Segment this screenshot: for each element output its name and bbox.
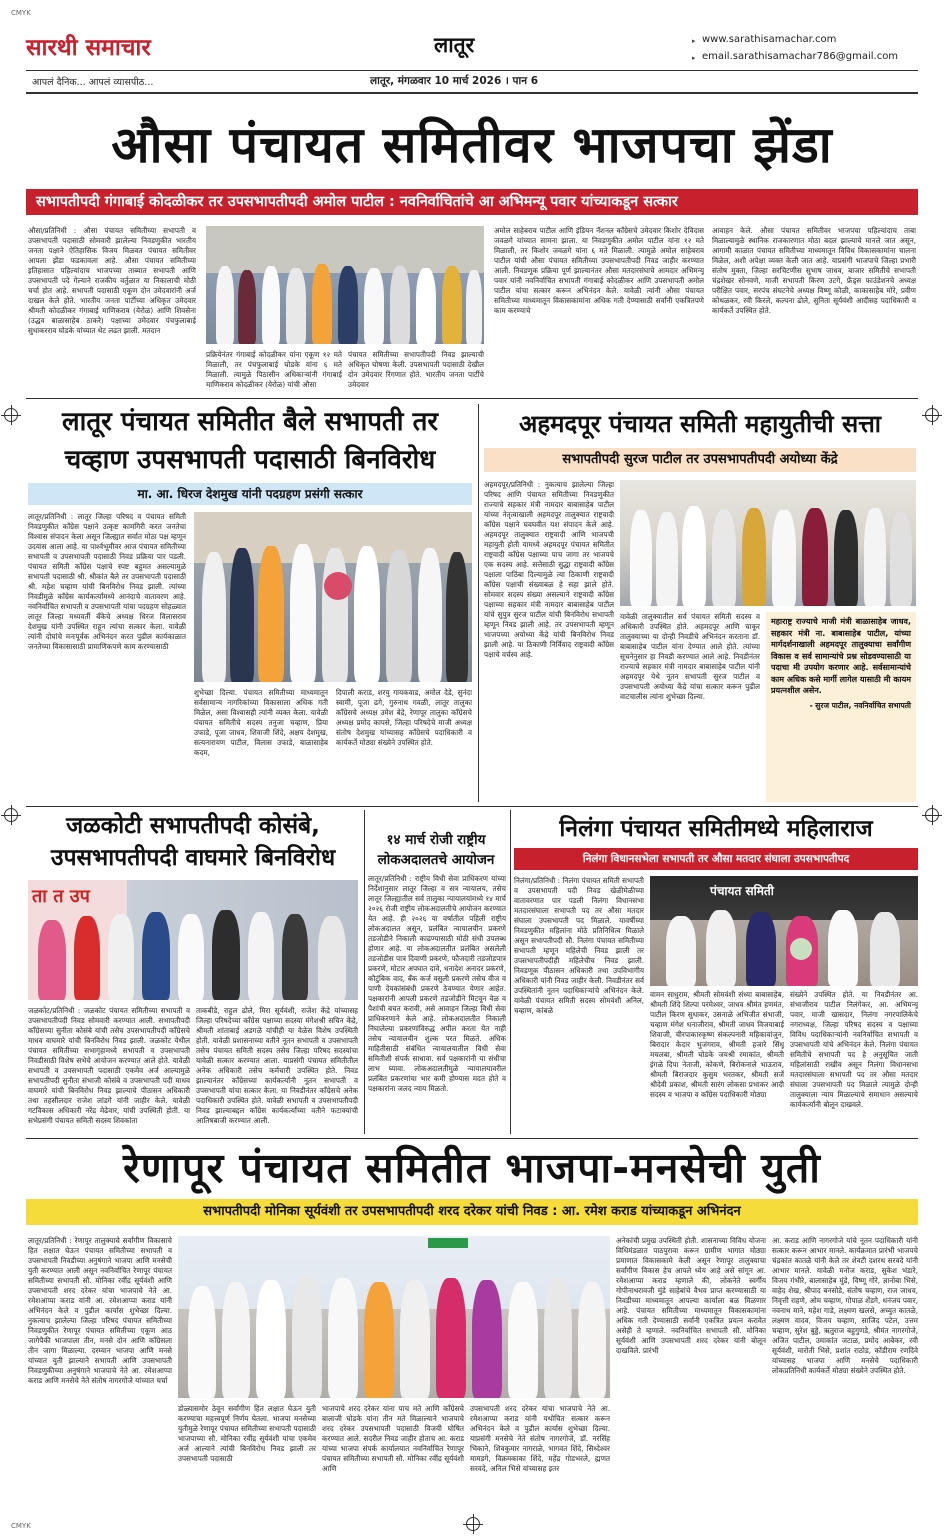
registration-mark-right-2 [925, 808, 939, 822]
story3-quote-attribution: - सुरज पाटील, नवनिर्वाचित सभापती [809, 700, 911, 710]
story7-subhead: सभापतीपदी मोनिका सूर्यवंशी तर उपसभापतीपदी शरद दरेकर यांची निवड : आ. रमेश कराड यांच्याकडून अभिनंदन [26, 1199, 918, 1225]
story1-col4: अमोल साहेबराव पाटील आणि इंडियन नॅशनल काँग्रेसचे उमेदवार किशोर देविदास जवळगे यांच्यात सामना झाला. या निवडणुकीत अमोल पाटील यांना १२ मते मिळाली, तर किशोर जवळगे यांना ६ मते मिळाली. त्यामुळे अमोल साहेबराव पाटील यांची औसा पंचायत समितीच्या उपसभापतीपदी निवड जाहीर करण्यात आली. निवडणूक प्रक्रिया पूर्ण झाल्यानंतर औसा मतदारसंघाचे आमदार अभिमन्यू पवार यांनी नवनिर्वाचित सभापती गंगाबाई कोदळीकर आणि उपसभापती अमोल पाटील यांचा सत्कार करून अभिनंदन केले. यावेळी त्यांनी औसा पंचायत समितीच्या माध्यमातून विकासकामांना अधिक गती देण्यासाठी सर्वांनी एकत्रितपणे काम करण्याचे [494, 226, 704, 315]
registration-mark-left-2 [4, 808, 18, 822]
story6-headline: निलंगा पंचायत समितीमध्ये महिलाराज [559, 816, 873, 842]
email-address: email.sarathisamachar786@gmail.com [702, 51, 899, 62]
vertical-divider-3 [510, 810, 511, 1134]
story7-photo-caption: डोळ्यासमोर ठेवून सर्वांगीण हित लक्षात घेऊन युती करण्याचा महत्त्वपूर्ण निर्णय घेतला. भाजपा मनसेच्या युतीमुळे रेणापूर पंचायत समितीच्या सभापती पदासाठी भाजपाच्या सौ. मोनिका रवींद्र सूर्यवंशी यांचा एकमेव अर्ज आल्याने त्यांची बिनविरोध निवड झाली तर उपसभापती पदासाठी [178, 1404, 316, 1463]
story7-col4: उपसभापती शरद दरेकर यांचा भाजपाचे नेते आ. रमेशआप्पा कराड यांनी यथोचित सत्कार करून अभिनंदन केले व पुढील कार्यास शुभेच्छा दिल्या. याप्रसंगी मनसेचे नेते संतोष नागरगोजे, डॉ. नरसिंह भिकाने, शिवकुमार नागराळे, भागवत शिंदे, सिध्देश्वर मामडगे, विक्रमकाका शिंदे, महेंद्र गोडभरले, ह्मणत सरवदे, अनिल भिसे यांच्यासह इतर [470, 1404, 610, 1473]
story7-headline: रेणापूर पंचायत समितीत भाजपा-मनसेची युती [123, 1144, 821, 1192]
divider-2 [26, 806, 918, 807]
masthead-rule-bottom [26, 92, 918, 94]
registration-mark-right-1 [925, 408, 939, 422]
cmyk-mark-bottom: CMYK [11, 1522, 31, 1530]
story7-photo [178, 1236, 610, 1398]
story1-col1: औसा/प्रतिनिधी : औसा पंचायत समितीच्या सभापती व उपसभापती पदासाठी सोमवारी झालेल्या निवडणुकीत भारतीय जनता पक्षाने ऐतिहासिक विजय मिळवत पंचायत समितीवर आपला झेंडा फडकावला आहे. औसा पंचायत समितीच्या इतिहासात पहिल्यांदाच भाजपच्या ताब्यात सभापती आणि उपसभापती पदे गेल्याने राजकीय वर्तुळात या निकालाची मोठी चर्चा होत आहे. सभापती पदासाठी एकूण दोन उमेदवारांनी अर्ज दाखल केले होते. भारतीय जनता पार्टीच्या अधिकृत उमेदवार श्रीमती कोदळीकर गंगाबाई माणिकराव (येरोळ) आणि शिवसेना (उद्धव बाळासाहेब ठाकरे) पक्षाच्या उमेदवार पंचफुलाबाई सुधाकरराव घोडके यांच्यात थेट लढत झाली. मतदान [28, 226, 196, 335]
story1-photo [206, 226, 484, 344]
cmyk-mark-top: CMYK [11, 9, 31, 17]
story2-col1: लातूर/प्रतिनिधी : लातूर जिल्हा परिषद व पंचायत समिती निवडणुकीत काँग्रेस पक्षाने उत्कृष्ट कामगिरी करत जनतेचा विश्वास संपादन केला असून जिल्ह्यात सर्वात मोठा पक्ष म्हणून उदयास आला आहे. या पार्श्वभूमीवर आज पंचायत समितीच्या सभापती व उपसभापती पदासाठी निवड प्रक्रिया पार पडली. पंचायत समिती काँग्रेस पक्षाचे स्पष्ट बहुमत असल्यामुळे सभापती पदासाठी श्री. श्रीकांत बैले तर उपसभापती पदासाठी श्री. महेश चव्हाण यांची बिनविरोध निवड झाली. त्यांच्या निवडीमुळे काँग्रेस कार्यकर्त्यांमध्ये आनंदाचे वातावरण आहे. नवनिर्वाचित सभापती व उपसभापती यांचा पदग्रहण सोहळ्यात लातूर जिल्हा मध्यवर्ती बँकेचे अध्यक्ष धिरज विलासराव देशमुख यांनी उपस्थित राहून त्यांचा सत्कार केला. यावेळी त्यांनी दोघांचे मनःपूर्वक अभिनंदन करत पुढील कार्यकाळात जनतेच्या विकासासाठी प्रामाणिकपणे काम करण्यासाठी [28, 512, 186, 651]
story2-photo [194, 512, 472, 682]
masthead [26, 28, 918, 98]
tagline: आपलं दैनिक... आपलं व्यासपीठ... [32, 77, 154, 88]
story1-col5: आवाहन केले. औसा पंचायत समितीवर भाजपचा पहिल्यांदाच ताबा मिळाल्यामुळे स्थानिक राजकारणात मोठा बदल झाल्याचे मानले जात असून, आगामी काळात पंचायत समितीच्या माध्यमातून विविध विकासकामांना चालना मिळेल, अशी अपेक्षा व्यक्त केली जात आहे. याप्रसंगी भाजपाचे जिल्हा प्रभारी संतोष मुक्ता, जिल्हा सरचिटणीस सुभाष जाधव, बाजार समितीचे सभापती चंद्रशेखर सोनवणे, माजी सभापती किरण उटगे, फ्रेंड्स फाउंडेशनचे अध्यक्ष परीक्षित पवार, सरपंच संघटनेचे अध्यक्ष विष्णू कोळी, काकासाहेब मोरे, प्रवीण कोथळकर, रवी किरले, कल्पना ढोले, सुनिता सूर्यवंशी आदीसह पदाधिकारी व कार्यकर्ते उपस्थित होते. [712, 226, 916, 315]
story4-col2: ताकबीडे, राहुल ढोले, मिरा सूर्यवंशी, राजेश केंद्रे यांच्यासह जिल्हा परिषदेच्या काँग्रेस पक्षाच्या सदस्या मंगेशश्री सचिन केंद्रे, श्रीमती शांताबाई अडगळे यांचीही या वेळेस विशेष उपस्थिती होती. यावेळी प्रशासनाच्या वतीने नूतन सभापती व उपसभापती तसेच पंचायत समिती सदस्य तसेच जिल्हा परिषद सदस्यांचा यावेळी सत्कार करण्यात आला. याप्रसंगी पंचायत समितीतील अनेक अधिकारी तसेच कर्मचारी उपस्थित होते. निवड झाल्यानंतर काँग्रेसच्या कार्यकर्त्यांनी नूतन सभापती व उपसभापती यांचा सत्कार केला. या निवडीनंतर काँग्रेसचे अनेक पदाधिकारी उपस्थित होते. यावेळी सभापती व उपसभापतीपदी निवड झाल्याबद्दल काँग्रेस कार्यकर्त्यांच्या वतीने फटाक्यांची आतिषबाजी करण्यात आली. [196, 1006, 358, 1125]
story6-col3: संख्येने उपस्थित होते. या निवडीनंतर आ. संभाजीराव पाटील निलंगेकर, आ. अभिमन्यू पवार, माजी खासदार, निलंगा नगरपालिकेचे नगराध्यक्ष, जिल्हा परिषद सदस्य व पक्षाच्या विविध पदाधिकाऱ्यांनी नवनिर्वाचित सभापती व उपसभापती यांचे अभिनंदन केले. निलंगा पंचायत समितीचे सभापती पद हे अनुसूचित जाती महिलांसाठी राखीव असून निलंगा विधानसभा मतदारसंघाला सभापती पद तर औसा मतदार संघाला उपसभापती पद मिळाले त्यामुळे दोन्ही तालुक्याला न्याय मिळाल्याचे समाधान असल्याचे कार्यकर्त्यांनी बोलून दाखवले. [790, 990, 918, 1109]
story6-col2: वामन साधुराम, श्रीमती सोमवंशी संध्या बाबासाहेब, श्रीमती शिंदे शिल्पा परमेश्वर, जाधव श्रीमंत हणमंत, पाटील किरण सुधाकर, उसनाळे अभिजीत संभाजी, चव्हाण मंगेश धनाजीराव, श्रीमती जाधव विजयाबाई शिवाजी, चीरपाकारकृष्ण संकल्पनारी महिकावांजुन, बिरादार केदार भुजंगराव, श्रीमती हजारे सिंधू मचलबा, श्रीमती घोडके जयश्री रमाकांत, श्रीमती इंगळे दिपा नेताजी, कोकणे, बिरोकनाले भाऊराव, श्रीमती बिराजदार कुसुम भरतकर, श्रीमती सर्जे श्रीदेवी प्रकाश, श्रीमती सारंग लोकसा प्रभाकर आदी सदस्य व भाजपा व काँग्रेस पदाधिकारी मोठ्या [650, 990, 784, 1099]
story1-col3: पंचायत समितीच्या सभापतीपदी निवड झाल्याची अधिकृत घोषणा केली. उपसभापती पदासाठी देखील दोन उमेदवार रिंगणात होते. भारतीय जनता पार्टीचे उमेदवार [348, 350, 484, 389]
story1-subhead: सभापतीपदी गंगाबाई कोदळीकर तर उपसभापतीपदी अमोल पाटील : नवनिर्वाचितांचे आ अभिमन्यू पवार यांच्याकडून सत्कार [26, 189, 918, 215]
email-icon: ▸ [692, 54, 696, 62]
story4-photo: ता त उप [28, 880, 358, 1000]
story1-photo-caption: प्रक्रियेनंतर गंगाबाई कोदळीकर यांना एकूण १२ मते मिळाली, तर पंचफुलाबाई घोडके यांना ६ मते मिळाली. त्यामुळे पिठासीन अधिकाऱ्यांनी गंगाबाई माणिकराव कोदळीकर (येरोळ) यांची औसा [206, 350, 342, 389]
story7-col6: आ. कराड आणि नागरगोजे यांचे नूतन पदाधिकारी यांनी सत्कार करून आभार मानले. कार्यक्रमात प्रारंभी भाजपचे चंद्रकांत कातळे यांनी केले तर शेवटी दशरथ सरवदे यांनी आभार मानले. यावेळी मनोज कराड, सुकेश भंडारे, विजय गंभीरे, बालासाहेब मुंडे, विष्णू गोरे, ज्ञानोबा भिसे, वाहेद शेख, श्रीपाद बनसोडे, संतोष चव्हाण, राज जाधव, निवृत्ती राहणे, ओम चव्हाण, गोपाळ शेंडगे, धनंजय पवार, नवनाथ माने, महेश गाडे, लक्ष्मण खलसे, अच्युत कातळे, लक्ष्मण यादव, विजय चव्हाण, साजिद पटेल, उत्तम चव्हाण, सुरेश बुड्डे, ऋतुराज बहुगुणडे, श्रीमंत नागरगोजे, अजित पाटील, उमाकांत जटाळ, प्रमोद आबेकर, रवी सूर्यवंशी, मारोती भिसे, प्रशांत राठोड, कोंडीराम रणदिवे यांच्यासह भाजपा आणि मनसेचे पदाधिकारी लोकप्रतिनिधी कार्यकर्ते मोठ्या संख्येने उपस्थित होते. [772, 1236, 918, 1375]
story2-subhead: मा. आ. धिरज देशमुख यांनी पदग्रहण प्रसंगी सत्कार [28, 483, 472, 505]
story2-headline-line1: लातूर पंचायत समितीत बैले सभापती तर [61, 407, 439, 437]
story3-quote: महाराष्ट्र राज्याचे माजी मंत्री बाळासाहेब जाधव, सहकार मंत्री ना. बाबासाहेब पाटील, यांच्या मार्गदर्शनाखाली अहमदपूर तालुक्याचा सर्वांगीण विकास व सर्व सामान्यांचे प्रश्न सोडवण्यासाठी या पदाचा मी उपयोग करणार आहे. सर्वसामान्यांचे काम अधिक कसे मार्गी लागेल यासाठी मी कायम प्रयत्नशील असेन. [771, 617, 911, 695]
story7-col3: भाजपाचे शरद दरेकर यांना पाच मते आणि काँग्रेसचे बालाजी घोडके यांना तीन मते मिळाल्याने भाजपाचे शरद दरेकर उपसभापती पदासाठी विजयी घोषित करण्यात आले. सदरील निवड जाहीर होताच आ. कराड यांच्या भाजपा संपर्क कार्यालयात नवनिर्वाचित रेणापूर पंचायत समितीच्या सभापती सौ. मोनिका रवींद्र सूर्यवंशी आणि [322, 1404, 464, 1473]
dateline: लातूर, मंगळवार 10 मार्च 2026 । पान 6 [370, 75, 539, 87]
story7-col5: अनेकांची प्रमुख उपस्थिती होती. शासनाच्या विविध योजना विधिमंडळात पाठपुरावा करून ग्रामीण भागात मोठ्या प्रमाणात विकासकामे केली असून रेणापूर तालुक्याचा सर्वांगीण विकास हेच आपले ध्येय आहे असे सांगून आ. रमेशआप्पा कराड म्हणाले की, लोकनेते स्वर्गीय गोपीनाथरावजी मुंडे साहेबांचे वैभव प्राप्त करण्यासाठी या निवडीच्या माध्यमातून आपल्या कार्याला बळ मिळणार आहे. पंचायत समितीच्या माध्यमातून विकासकामांना अधिक गती देण्यासाठी सर्वांनी एकत्रित प्रयत्न करावेत असेही ते म्हणाले. नवनिर्वाचित सभापती सौ. मोनिका सूर्यवंशी आणि उपसभापती शरद दरेकर यांनी बोलून दाखविले. प्रारंभी [616, 1236, 766, 1355]
story2-headline-line2: चव्हाण उपसभापती पदासाठी बिनविरोध [64, 445, 436, 475]
story2-col3: दिपाली कराड, शरयु गायकवाड, अमोल देडे, सुनंदा स्वामी, पूजा ढगे, गुरुनाथ गवळी, लातूर तालुका काँग्रेसचे अध्यक्ष उमेश बेद्रे, रेणापूर तालुका काँग्रेसचे अध्यक्ष प्रमोद कापसे, जिल्हा परिषदेचे माजी अध्यक्ष संतोष देशमुख यांच्यासह काँग्रेसचे पदाधिकारी व कार्यकर्ते मोठ्या संख्येने उपस्थित होते. [336, 688, 472, 747]
story3-photo [620, 480, 916, 606]
story5-col: लातूर/प्रतिनिधी : राष्ट्रीय विधी सेवा प्राधिकरण यांच्या निर्देशानुसार लातूर जिल्हा व सत्र न्यायालय, तसेच लातूर जिल्ह्यातील सर्व तालुका न्यायालयांमध्ये १४ मार्च २०२६ रोजी राष्ट्रीय लोकअदालतीचे आयोजन करण्यात येत आहे. ही २०२६ या वर्षातील पहिली राष्ट्रीय लोकअदालत असून, प्रलंबित न्यायालयीन प्रकरणे तडजोडीने निकाली काढण्यासाठी मोठी संधी उपलब्ध होणार आहे. या लोकअदालतीत प्रलंबित असलेली तडजोडीस पात्र दिवाणी प्रकरणे, फौजदारी तडजोडपात्र प्रकरणे, मोटार अपघात दावे, धनादेश अनादर प्रकरणे, कौटुंबिक वाद, बँक कर्ज वसुली प्रकरणे तसेच वीज व पाणी देयकांसंबंधी प्रकरणे ठेवण्यात येणार आहेत. पक्षकारांनी आपली प्रकरणे तडजोडीने मिटवून वेळ व पैशांची बचत करावी, असे आवाहन जिल्हा विधी सेवा प्राधिकरणाने केले आहे. लोकअदालतीत निकाली निघालेल्या प्रकरणांविरुद्ध अपील करता येत नाही तसेच न्यायालयीन शुल्क परत मिळते. अधिक माहितीसाठी संबंधित न्यायालयातील विधी सेवा समितीशी संपर्क साधावा. सर्व पक्षकारांनी या संधीचा लाभ घ्यावा. लोकअदालतीमुळे न्यायालयावरील प्रलंबित प्रकरणांचा भार कमी होण्यास मदत होते व पक्षकारांना जलद न्याय मिळतो. [368, 874, 506, 1093]
story2-col2: शुभेच्छा दिल्या. पंचायत समितीच्या माध्यमातून सर्वसामान्य नागरिकांच्या विकासाला अधिक गती मिळेल, असा विश्वासही त्यांनी व्यक्त केला. यावेळी पंचायत समितीचे सदस्य तनुजा चव्हाण, प्रिया उफाडे, पूजा जाधव, शिवाजी शिंदे, अक्षय देशमुख, सत्यनारायण पाटील, विलास उफाडे, बाळासाहेब कदम, [194, 688, 328, 757]
website-address: www.sarathisamachar.com [702, 34, 837, 45]
divider-3 [26, 1138, 918, 1139]
story4-col1: जळकोट/प्रतिनिधी : जळकोट पंचायत समितीच्या सभापती व उपसभापतीपदी निवड सोमवारी करण्यात आली. सभापतीपदी काँग्रेसच्या सुनीता कोसंबे यांची तसेच उपसभापतीपदी काँग्रेसचे माधव वाघमारे यांची बिनविरोध निवड झाली. जळकोट येथील पंचायत समितीच्या सभागृहामध्ये सभापती व उपसभापती निवडीसाठी विशेष सभेचे आयोजन करण्यात आले होते. यावेळी सभापती व उपसभापती पदासाठी एकमेव अर्ज आल्यामुळे सभापतीपदी सुनीता संभाजी कोसंबे व उपसभापती पदी माधव वाघमारे यांची बिनविरोध निवड झाल्याचे पीठासन अधिकारी तथा तहसीलदार राजेश लांडगे यांनी जाहीर केले. यावेळी गटविकास अधिकारी नरेंद्र मेढेवार, यांची उपस्थिती होती. या सभेप्रसंगी पंचायत समिती सदस्य शिवकांता [28, 1006, 190, 1125]
paper-name: सारथी समाचार [26, 35, 151, 61]
story7-col1: लातूर/प्रतिनिधी : रेणापूर तालुक्याचे सर्वांगीण विकासाचे हित लक्षात घेऊन पंचायत समितीच्या सभापती व उपसभापती निवडीच्या अनुषंगाने भाजपा आणि मनसेची युती करण्यात आली असून नवनिर्वाचित रेणापूर पंचायत समितीच्या सभापती सौ. मोनिका रवींद्र सूर्यवंशी आणि उपसभापती शरद दरेकर यांचा भाजपाचे नेते आ. रमेशआप्पा कराड यांनी आ. रमेशआप्पा कराड यांनी अभिनंदन केले व पुढील कार्यास शुभेच्छा दिल्या. नुकत्याच झालेल्या जिल्हा परिषद पंचायत समितीच्या निवडणुकीत रेणापूर पंचायत समितीच्या एकूण आठ जागेपैकी भाजपाला तीन, मनसे दोन आणि काँग्रेसला तीन जागा मिळाल्या. दरम्यान भाजपा आणि मनसे यांच्यात युती झाल्याने सभापती आणि उपसभापती निवडणुकीच्या अनुषंगाने भाजपाचे नेते आ. रमेशआप्पा कराड आणि मनसेचे नेते संतोष नागरगोजे यांच्यात चर्चा [28, 1236, 172, 1385]
story6-col1: निलंगा/प्रतिनिधी : निलंगा पंचायत समिती सभापती व उपसभापती पदी निवड खेळीमेळीच्या वातावरणात पार पडली निलंगा विधानसभा मतदारसंघाला सभापती पद तर औसा मतदार संघाला उपसभापती पद मिळाले. यावर्षीच्या निवडणुकीत महिलांना मोठे प्रतिनिधित्व मिळाले असून सभापतीपदी सौ. निलंगा पंचायत समितीच्या सभापती म्हणून महिलेची निवड झाली तर उपसभापतीपदीही महिलेचीच निवड झाली. निवडणूक पीठासन अधिकारी तथा उपविभागीय अधिकारी यांनी निवड जाहीर केली. निवडीनंतर सर्व उपस्थितांनी नूतन पदाधिकाऱ्यांचे अभिनंदन केले. यावेळी पंचायत समिती सदस्य सोमवंशी अनिल, चव्हाण, कांबळे [514, 876, 644, 1015]
story3-subhead: सभापतीपदी सुरज पाटील तर उपसभापतीपदी अयोध्या केंद्रे [484, 448, 916, 472]
story4-headline-line2: उपसभापतीपदी वाघमारे बिनविरोध [50, 845, 336, 871]
story1-headline: औसा पंचायत समितीवर भाजपचा झेंडा [111, 116, 833, 174]
story6-photo: पंचायत समिती [650, 876, 918, 986]
divider-1 [26, 398, 918, 399]
vertical-divider-2 [364, 810, 365, 1134]
registration-mark-left-1 [4, 408, 18, 422]
story4-headline-line1: जळकोटी सभापतीपदी कोसंबे, [66, 813, 320, 839]
story3-headline: अहमदपूर पंचायत समिती महायुतीची सत्ता [518, 410, 882, 438]
story5-headline-line1: १४ मार्च रोजी राष्ट्रीय [386, 832, 486, 848]
story3-quote-box [766, 612, 916, 802]
web-icon: ▸ [692, 37, 696, 45]
story3-col2: यावेळी तालुक्यातील सर्व पंचायत समिती सदस्य व अधिकारी उपस्थित होते. अहमदपूर आणि चाकूर तालुक्याच्या या दोन्ही निवडीचे अभिनंदन करताना डॉ. बाबासाहेब पाटील यांना देण्यात आले होते. त्यांच्या सूचनेनुसार हा निवडी करण्यात आले आहे. निवडीनंतर राज्याचे सहकार मंत्री नामदार बाबासाहेब पाटील यांनी अहमदपूर येथे नूतन सभापती सुरज पाटील व उपसभापती अयोध्या केंद्रे यांचा सत्कार करून पुढील वाटचालीस त्यांना शुभेच्छा दिल्या. [620, 612, 760, 701]
story5-headline-line2: लोकअदालतचे आयोजन [377, 852, 495, 868]
story3-col1: अहमदपूर/प्रतिनिधी : नुकत्याच झालेल्या जिल्हा परिषद आणि पंचायत समितीच्या निवडणुकीत राज्याचे सहकार मंत्री नामदार बाबासाहेब पाटील यांच्या नेतृत्वाखाली अहमदपूर तालुक्यात राष्ट्रवादी काँग्रेस पक्षाने घवघवीत यश संपादन केले आहे. अहमदपूर तालुक्यात राष्ट्रवादी आणि भाजपची महायुती होती यामध्ये अहमदपूर पंचायत समितीत राष्ट्रवादी काँग्रेस पक्षाच्या पाच जागा तर भाजपचे एक सदस्य आहे. सत्तेसाठी सुद्धा राष्ट्रवादी काँग्रेस पक्षाला पाठिंबा दिल्यामुळे त्या ठिकाणी राष्ट्रवादी काँग्रेस पक्षाची संख्याबळ हे सहा झाले होते. सोमवार सदस्य संख्या असल्याने राष्ट्रवादी काँग्रेस पक्षाच्या सहकार मंत्री नामदार बाबासाहेब पाटील यांचे सुपुत्र सुरज पाटील यांची बिनविरोध सभापती म्हणून निवड झाली आहे. तर उपसभापती म्हणून भाजपच्या अयोध्या केंद्रे यांची बिनविरोध निवड झाली आहे. या ठिकाणी निर्विवाद राष्ट्रवादी काँग्रेस पक्षाचे वर्चस्व आहे. [484, 480, 614, 659]
registration-mark-bottom [466, 1517, 480, 1531]
edition-name: लातूर [434, 33, 475, 57]
story6-subhead: निलंगा विधानसभेला सभापती तर औसा मतदार संघाला उपसभापतीपद [514, 848, 918, 870]
masthead-rule [26, 70, 918, 71]
vertical-divider-mid [478, 404, 479, 802]
